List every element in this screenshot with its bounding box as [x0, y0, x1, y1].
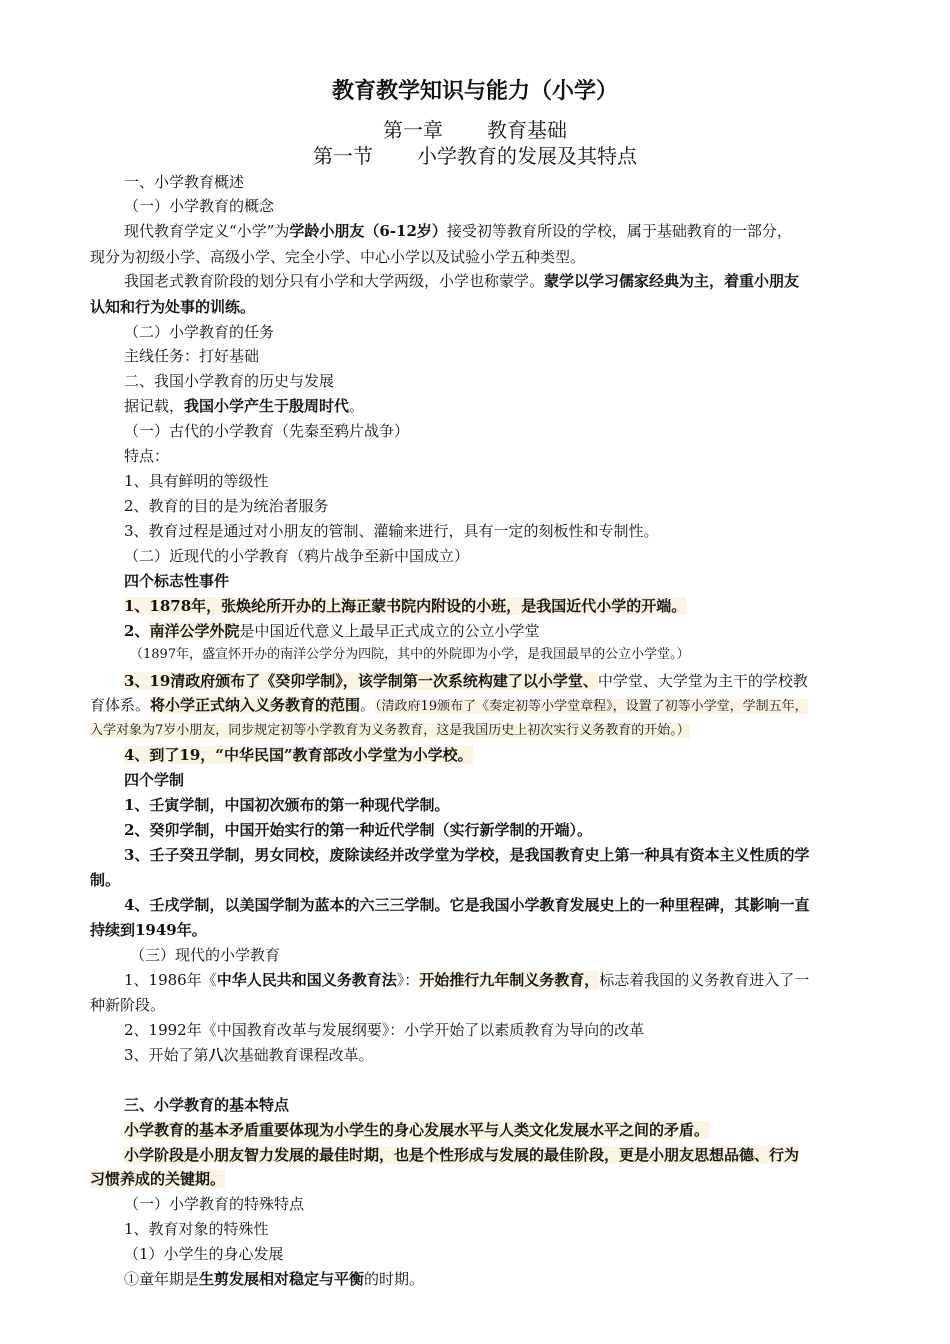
text-segment: 。: [360, 696, 376, 714]
text-line: [90, 995, 165, 1015]
text-segment: （1）小学生的身心发展: [124, 1245, 284, 1263]
text-segment: 2、癸卯学制，中国开始实行的第一种近代学制（实行新学制的开端）。: [124, 821, 592, 839]
section-heading: [0, 140, 950, 169]
text-line: [124, 346, 259, 366]
text-line: [124, 571, 229, 591]
text-line: [130, 645, 690, 665]
chapter-label: 第一章: [383, 118, 443, 142]
text-line: [124, 1269, 424, 1289]
text-segment: 认知和行为处事的训练。: [90, 298, 256, 316]
text-segment: 次基础教育课程改革。: [223, 1046, 374, 1064]
text-segment: （1897年，盛宣怀开办的南洋公学分为四院，其中的外院即为小学，是我国最早的公立小学堂。）: [130, 647, 690, 662]
text-segment: 现分为初级小学、高级小学、完全小学、中心小学以及试验小学五种类型。: [90, 248, 586, 266]
text-segment: 1、壬寅学制，中国初次颁布的第一种现代学制。: [124, 796, 450, 814]
text-segment: 习惯养成的关键期。: [90, 1170, 226, 1188]
text-line: [124, 1020, 644, 1040]
text-line: [124, 421, 409, 441]
text-segment: 我国小学产生于殷周时代: [184, 397, 350, 415]
text-segment: 三、小学教育的基本特点: [124, 1096, 290, 1114]
text-segment: 2、: [124, 622, 150, 640]
text-line: [90, 695, 808, 717]
section-name: 小学教育的发展及其特点: [417, 144, 637, 168]
text-line: [90, 870, 120, 890]
text-segment: 1、具有鲜明的等级性: [124, 472, 269, 490]
text-line: [124, 1219, 269, 1239]
text-line: [124, 895, 809, 915]
text-segment: 八: [208, 1046, 224, 1064]
text-line: [124, 820, 592, 840]
text-line: [124, 1194, 304, 1214]
text-segment: （二）近现代的小学教育（鸦片战争至新中国成立）: [124, 547, 470, 565]
text-segment: 开始推行九年制义务教育，: [419, 971, 600, 989]
text-line: [124, 596, 686, 616]
text-segment: 接受初等教育所设的学校，属于基础教育的一部分，: [446, 222, 792, 240]
text-line: [124, 1045, 374, 1065]
text-segment: 中学堂、大学堂为主干的学校教: [597, 672, 808, 690]
text-segment: （二）小学教育的任务: [124, 323, 275, 341]
text-segment: 持续到1949年。: [90, 921, 207, 939]
text-segment: 入学对象为7岁小朋友，同步规定初等小学教育为义务教育，这是我国历史上初次实行义务教育的开始。）: [90, 723, 690, 738]
text-segment: 现代教育学定义“小学”为: [124, 222, 290, 240]
text-line: [124, 970, 809, 990]
text-segment: 。: [349, 397, 365, 415]
text-line: [130, 945, 280, 965]
text-segment: 蒙学以学习儒家经典为主，着重小朋友: [544, 272, 800, 290]
text-segment: 四个标志性事件: [124, 572, 230, 590]
text-line: [90, 297, 255, 317]
text-line: [124, 196, 274, 216]
text-segment: 3、开始了第: [124, 1046, 209, 1064]
text-segment: 制。: [90, 871, 121, 889]
text-segment: （三）现代的小学教育: [130, 946, 281, 964]
text-segment: 特点：: [124, 447, 170, 465]
text-line: [124, 446, 169, 466]
text-segment: ①童年期是: [124, 1270, 200, 1288]
text-segment: 3、壬子癸丑学制，男女同校，废除读经并改学堂为学校，是我国教育史上第一种具有资本主义性质的学: [124, 846, 810, 864]
text-line: [124, 546, 469, 566]
text-segment: （一）小学教育的特殊特点: [124, 1195, 305, 1213]
text-segment: 育体系。: [90, 696, 151, 714]
text-line: [124, 745, 473, 765]
text-line: [124, 322, 274, 342]
text-line: [124, 221, 792, 241]
text-segment: 南洋公学外院: [149, 622, 240, 640]
text-line: [124, 396, 364, 416]
text-segment: 是中国近代意义上最早正式成立的公立小学堂: [239, 622, 540, 640]
section-label: 第一节: [313, 144, 373, 168]
text-segment: 种新阶段。: [90, 996, 166, 1014]
text-segment: 主线任务：打好基础: [124, 347, 260, 365]
document-title: 教育教学知识与能力（小学）: [331, 79, 618, 104]
text-segment: 1、教育对象的特殊性: [124, 1220, 269, 1238]
text-segment: 》：: [396, 971, 420, 989]
text-line: [90, 920, 207, 940]
text-line: [124, 371, 334, 391]
text-segment: 4、到了19，“中华民国”教育部改小学堂为小学校。: [124, 746, 473, 764]
text-line: [124, 671, 808, 691]
text-segment: 3、教育过程是通过对小朋友的管制、灌输来进行，具有一定的刻板性和专制性。: [124, 522, 659, 540]
text-segment: 生剪发展相对稳定与平衡: [199, 1270, 365, 1288]
text-line: [124, 1145, 799, 1165]
text-segment: 四个学制: [124, 771, 185, 789]
text-line: [124, 521, 659, 541]
text-segment: 4、壬戌学制，以美国学制为蓝本的六三三学制。它是我国小学教育发展史上的一种里程碑，其影响一直: [124, 896, 810, 914]
text-segment: 一、小学教育概述: [124, 173, 245, 191]
text-segment: 标志着我国的义务教育进入了一: [599, 971, 810, 989]
text-line: [124, 770, 184, 790]
text-segment: （一）古代的小学教育（先秦至鸦片战争）: [124, 422, 410, 440]
text-segment: 小学教育的基本矛盾重要体现为小学生的身心发展水平与人类文化发展水平之间的矛盾。: [124, 1121, 710, 1139]
text-segment: 我国老式教育阶段的划分只有小学和大学两级，小学也称蒙学。: [124, 272, 545, 290]
text-segment: 1、1878年，张焕纶所开办的上海正蒙书院内附设的小班，是我国近代小学的开端。: [124, 597, 687, 615]
text-line: [124, 845, 809, 865]
text-segment: 中华人民共和国义务教育法: [216, 971, 397, 989]
text-segment: 3、19清政府颁布了《癸卯学制》，该学制第一次系统构建了以小学堂、: [124, 672, 598, 690]
text-line: [124, 1095, 289, 1115]
text-segment: （一）小学教育的概念: [124, 197, 275, 215]
text-line: [124, 496, 329, 516]
text-segment: 二、我国小学教育的历史与发展: [124, 372, 335, 390]
chapter-name: 教育基础: [487, 118, 567, 142]
text-line: [124, 621, 539, 641]
text-line: [124, 471, 269, 491]
text-segment: 将小学正式纳入义务教育的范围: [150, 696, 361, 714]
text-segment: （清政府19颁布了《奏定初等小学堂章程》，设置了初等小学堂，学制五年，: [375, 699, 808, 714]
text-line: [124, 271, 799, 291]
chapter-heading: [0, 114, 950, 143]
text-line: [90, 247, 585, 267]
text-line: [124, 172, 244, 192]
text-line: [90, 719, 690, 741]
text-segment: 学龄小朋友（6-12岁）: [289, 222, 447, 240]
text-segment: 据记载，: [124, 397, 185, 415]
text-segment: 2、教育的目的是为统治者服务: [124, 497, 329, 515]
text-segment: 2、1992年《中国教育改革与发展纲要》：小学开始了以素质教育为导向的改革: [124, 1021, 645, 1039]
text-segment: 的时期。: [364, 1270, 425, 1288]
text-line: [124, 1244, 284, 1264]
text-line: [90, 1169, 225, 1189]
text-line: [124, 1120, 709, 1140]
text-segment: 1、1986年《: [124, 971, 217, 989]
text-segment: 小学阶段是小朋友智力发展的最佳时期，也是个性形成与发展的最佳阶段，更是小朋友思想品德、行为: [124, 1146, 800, 1164]
text-line: [124, 795, 449, 815]
